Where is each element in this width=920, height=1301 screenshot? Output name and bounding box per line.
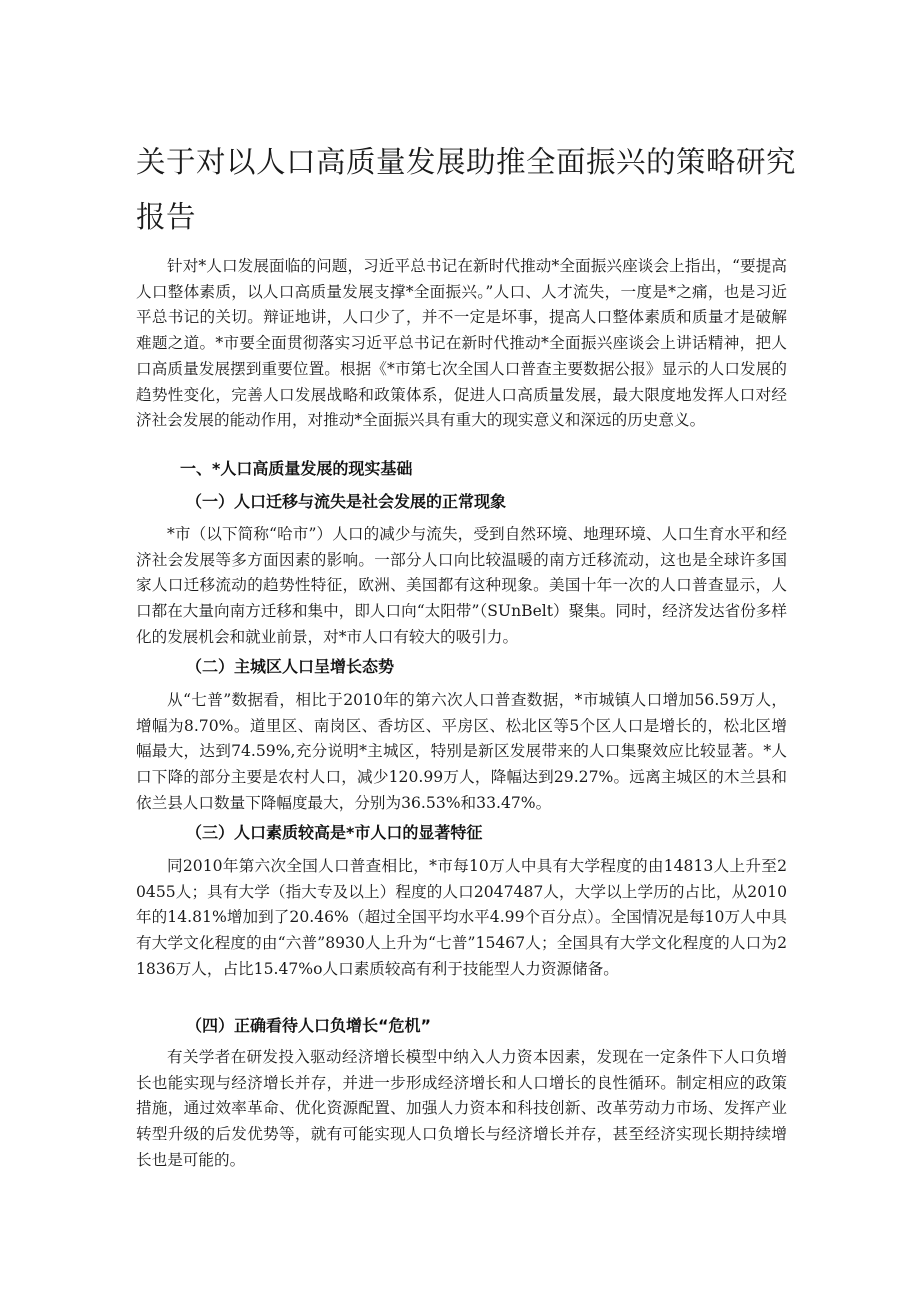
section-heading-1: 一、*人口高质量发展的现实基础: [180, 459, 413, 478]
subsection-heading-1: （一）人口迁移与流失是社会发展的正常现象: [186, 492, 507, 511]
intro-section: [136, 254, 787, 434]
subsection-paragraph-2: 从“七普”数据看，相比于2010年的第六次人口普查数据，*市城镇人口增加56.59万人，增幅为8.70%。道里区、南岗区、香坊区、平房区、松北区等5个区人口是增长的，松北区增幅最大，达到74.59%,充分说明*主城区，特别是新区发展带来的人口集聚效应比较显著。*人口下降的部分主要是农村人口，减少120.99万人，降幅达到29.27%。远离主城区的木兰县和依兰县人口数量下降幅度最大，分别为36.53%和33.47%。: [136, 691, 787, 812]
subsection-heading-2: （二）主城区人口呈增长态势: [186, 657, 395, 676]
subsection-paragraph-4: 有关学者在研发投入驱动经济增长模型中纳入人力资本因素，发现在一定条件下人口负增长也能实现与经济增长并存，并进一步形成经济增长和人口增长的良性循环。制定相应的政策措施，通过效率革命、优化资源配置、加强人力资本和科技创新、改革劳动力市场、发挥产业转型升级的后发优势等，就有可能实现人口负增长与经济增长并存，甚至经济实现长期持续增长也是可能的。: [136, 1048, 787, 1169]
intro-paragraph: 针对*人口发展面临的问题，习近平总书记在新时代推动*全面振兴座谈会上指出，“要提高人口整体素质，以人口高质量发展支撑*全面振兴。”人口、人才流失，一度是*之痛，也是习近平总书记的关切。辩证地讲，人口少了，并不一定是坏事，提高人口整体素质和质量才是破解难题之道。*市要全面贯彻落实习近平总书记在新时代推动*全面振兴座谈会上讲话精神，把人口高质量发展摆到重要位置。根据《*市第七次全国人口普查主要数据公报》显示的人口发展的趋势性变化，完善人口发展战略和政策体系，促进人口高质量发展，最大限度地发挥人口对经济社会发展的能动作用，对推动*全面振兴具有重大的现实意义和深远的历史意义。: [136, 257, 787, 430]
subsection-body-4: [136, 1045, 787, 1174]
subsection-heading-3: （三）人口素质较高是*市人口的显著特征: [186, 823, 483, 842]
document-title: 关于对以人口高质量发展助推全面振兴的策略研究报告: [136, 145, 797, 234]
subsection-body-1: [136, 522, 787, 651]
subsection-paragraph-3: 同2010年第六次全国人口普查相比，*市每10万人中具有大学程度的由14813人上升至20455人；具有大学（指大专及以上）程度的人口2047487人，大学以上学历的占比，从2010年的14.81%增加到了20.46%（超过全国平均水平4.99个百分点）。全国情况是每10万人中具有大学文化程度的由“六普”8930人上升为“七普”15467人；全国具有大学文化程度的人口为21836万人，占比15.47%o人口素质较高有利于技能型人力资源储备。: [136, 857, 787, 978]
subsection-body-2: [136, 688, 787, 817]
subsection-heading-4: （四）正确看待人口负增长“危机”: [186, 1016, 432, 1035]
subsection-body-3: [136, 854, 787, 983]
subsection-paragraph-1: *市（以下简称“哈市”）人口的减少与流失，受到自然环境、地理环境、人口生育水平和经济社会发展等多方面因素的影响。一部分人口向比较温暖的南方迁移流动，这也是全球许多国家人口迁移流动的趋势性特征，欧洲、美国都有这种现象。美国十年一次的人口普查显示，人口都在大量向南方迁移和集中，即人口向“太阳带”（SUnBelt）聚集。同时，经济发达省份多样化的发展机会和就业前景，对*市人口有较大的吸引力。: [136, 525, 787, 646]
